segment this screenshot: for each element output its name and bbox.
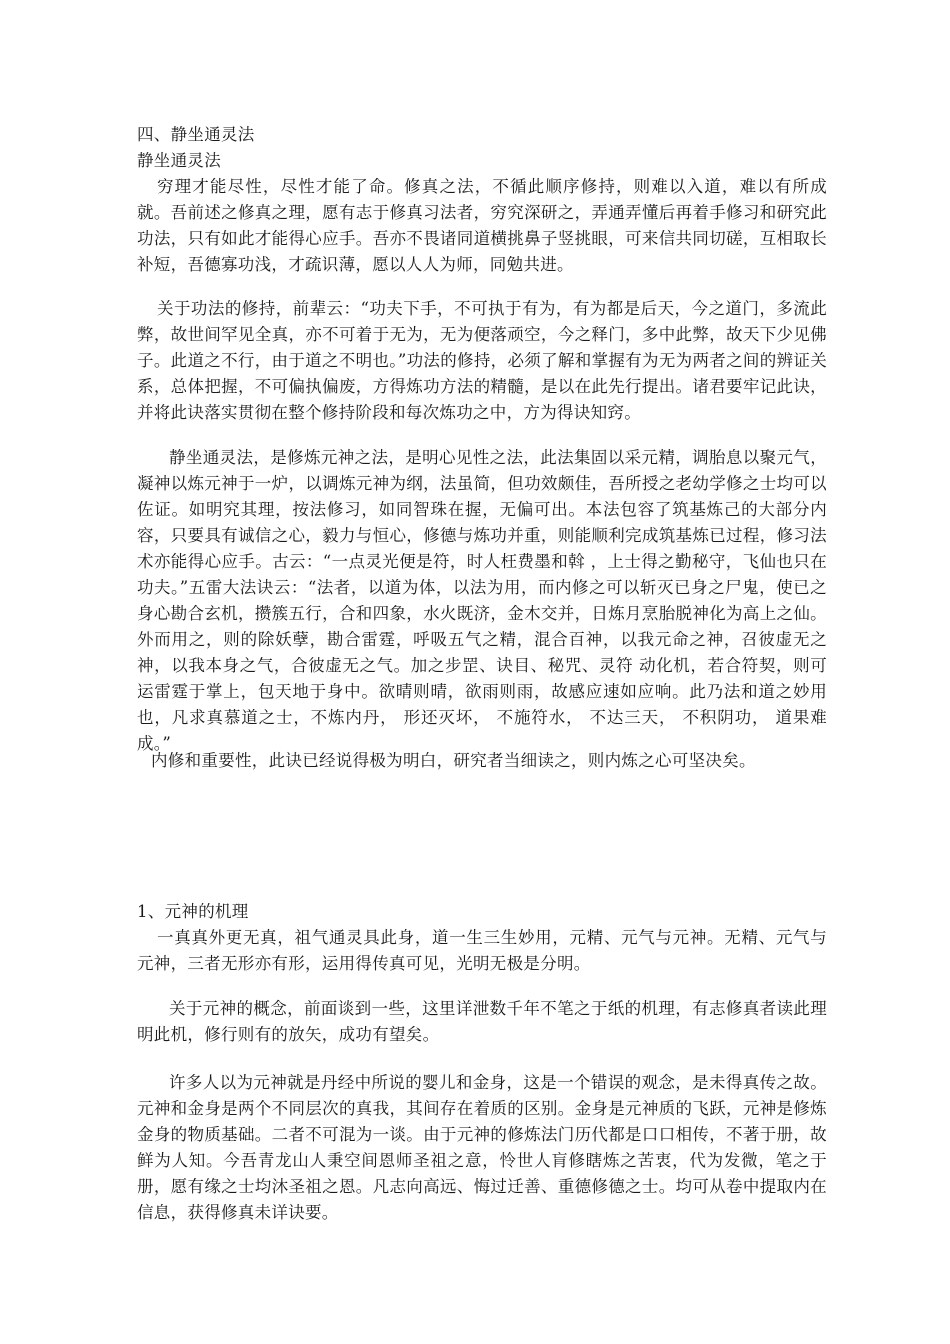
paragraph-method: 静坐通灵法，是修炼元神之法，是明心见性之法，此法集固以采元精，调胎息以聚元气，凝神以炼元神于一炉，以调炼元神为纲，法虽简，但功效颇佳，吾所授之老幼学修之士均可以佐证。如明究其理，按法修习，如同智珠在握，无偏可出。本法包容了筑基炼己的大部分内容，只要具有诚信之心，毅力与恒心，修德与炼功并重，则能顺利完成筑基炼已过程，修习法术亦能得心应手。古云：“一点灵光便是符，时人枉费墨和斡 ，上士得之勤秘守，飞仙也只在功夫。”五雷大法诀云：“法者，以道为体，以法为用，而内修之可以斩灭已身之尸鬼，使已之身心勘合玄机，攒簇五行，合和四象，水火既济，金木交并，日炼月烹胎脱神化为高上之仙。外而用之，则的除妖孽，勘合雷霆，呼吸五气之精，混合百神，以我元命之神，召彼虚无之神，以我本身之气，合彼虚无之气。加之步罡、诀目、秘咒、灵符 动化机，若合符契，则可运雷霆于掌上，包天地于身中。欲晴则晴，欲雨则雨，故感应速如应响。此乃法和道之妙用也，凡求真慕道之士，不炼内丹， 形还灭坏， 不施符水， 不达三天， 不积阴功， 道果难成。” bbox=[137, 448, 827, 753]
section-jingzuo-p4 bbox=[137, 748, 827, 774]
paragraph-explanation: 许多人以为元神就是丹经中所说的婴儿和金身，这是一个错误的观念，是未得真传之故。元神和金身是两个不同层次的真我，其间存在着质的区别。金身是元神质的飞跃，元神是修炼金身的物质基础。二者不可混为一谈。由于元神的修炼法门历代都是口口相传，不著于册，故鲜为人知。今吾青龙山人秉空间恩师圣祖之意，怜世人肓修瞎炼之苦衷，代为发微，笔之于册，愿有缘之士均沐圣祖之恩。凡志向高远、悔过迁善、重德修德之士。均可从卷中提取内在信息，获得修真未详诀要。 bbox=[137, 1073, 827, 1222]
subsection-heading: 1、元神的机理 bbox=[137, 902, 249, 921]
paragraph-concept: 关于元神的概念，前面谈到一些，这里详泄数千年不笔之于纸的机理，有志修真者读此理明此机，修行则有的放矢，成功有望矣。 bbox=[137, 999, 827, 1044]
section-jingzuo-p3 bbox=[137, 445, 827, 757]
section-yuanshen-p3 bbox=[137, 1070, 827, 1226]
section-title: 静坐通灵法 bbox=[137, 151, 221, 170]
chapter-heading: 四、静坐通灵法 bbox=[137, 125, 255, 144]
section-jingzuo bbox=[137, 122, 827, 278]
paragraph-practice: 关于功法的修持，前辈云：“功夫下手，不可执于有为，有为都是后天，今之道门，多流此弊，故世间罕见全真，亦不可着于无为，无为便落顽空，今之释门，多中此弊，故天下少见佛子。此道之不行，由于道之不明也。”功法的修持，必须了解和掌握有为无为两者之间的辨证关系，总体把握，不可偏执偏废，方得炼功方法的精髓，是以在此先行提出。诸君要牢记此诀，并将此诀落实贯彻在整个修持阶段和每次炼功之中，方为得诀知窍。 bbox=[137, 299, 827, 422]
paragraph-intro: 穷理才能尽性，尽性才能了命。修真之法，不循此顺序修持，则难以入道，难以有所成就。吾前述之修真之理，愿有志于修真习法者，穷究深研之，弄通弄懂后再着手修习和研究此功法，只有如此才能得心应手。吾亦不畏诸同道横挑鼻子竖挑眼，可来信共同切磋，互相取长补短，吾德寡功浅，才疏识薄，愿以人人为师，同勉共进。 bbox=[137, 177, 827, 274]
section-yuanshen bbox=[137, 899, 827, 977]
paragraph-summary: 内修和重要性，此诀已经说得极为明白，研究者当细读之，则内炼之心可坚决矣。 bbox=[151, 751, 756, 770]
section-jingzuo-p2 bbox=[137, 296, 827, 426]
paragraph-verse: 一真真外更无真，祖气通灵具此身，道一生三生妙用，元精、元气与元神。无精、元气与元神，三者无形亦有形，运用得传真可见，光明无极是分明。 bbox=[137, 928, 827, 973]
section-yuanshen-p2 bbox=[137, 996, 827, 1048]
